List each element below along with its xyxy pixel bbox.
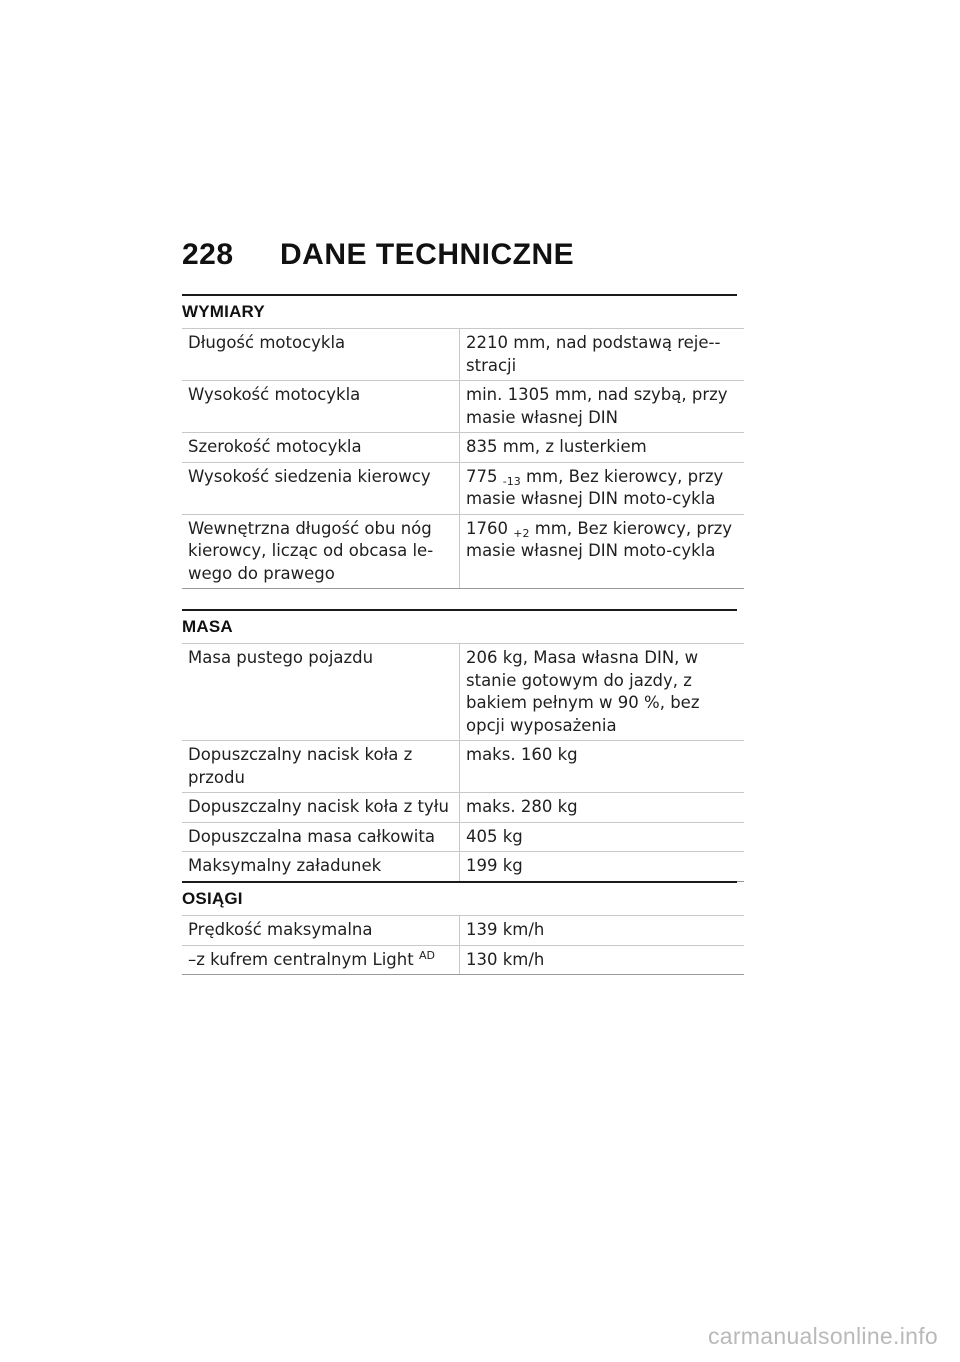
row-value: 139 km/h — [460, 916, 745, 946]
table-row — [182, 462, 744, 514]
table-row — [182, 945, 744, 975]
row-value: maks. 280 kg — [460, 793, 745, 823]
row-label: Wewnętrzna długość obu nóg kierowcy, licząc od obcasa le-wego do prawego — [182, 514, 460, 589]
table-row — [182, 916, 744, 946]
label-main: –z kufrem centralnym Light — [188, 949, 419, 969]
dimensions-table — [182, 328, 744, 589]
page-number: 228 — [182, 238, 234, 271]
section-title: WYMIARY — [182, 302, 265, 321]
section-wymiary — [182, 294, 737, 589]
row-label: Prędkość maksymalna — [182, 916, 460, 946]
row-value: 405 kg — [460, 822, 745, 852]
row-label: Dopuszczalny nacisk koła z przodu — [182, 741, 460, 793]
row-value: 835 mm, z lusterkiem — [460, 433, 745, 463]
value-rest: mm, Bez kierowcy, przy masie własnej DIN moto-cykla — [466, 466, 724, 508]
value-rest: mm, Bez kierowcy, przy masie własnej DIN moto-cykla — [466, 518, 733, 560]
table-row — [182, 822, 744, 852]
row-label: Wysokość siedzenia kierowcy — [182, 462, 460, 514]
watermark: carmanualsonline.info — [707, 1323, 938, 1349]
table-row — [182, 644, 744, 741]
row-label: Maksymalny załadunek — [182, 852, 460, 882]
weight-table — [182, 643, 744, 882]
row-value: min. 1305 mm, nad szybą, przy masie własnej DIN — [460, 381, 745, 433]
row-value — [460, 462, 745, 514]
row-label: Dopuszczalna masa całkowita — [182, 822, 460, 852]
table-row — [182, 514, 744, 589]
value-main: 1760 — [466, 518, 514, 538]
row-label — [182, 945, 460, 975]
section-osiagi — [182, 881, 737, 975]
row-label: Masa pustego pojazdu — [182, 644, 460, 741]
row-value: maks. 160 kg — [460, 741, 745, 793]
section-title: OSIĄGI — [182, 889, 243, 908]
table-row — [182, 793, 744, 823]
section-title: MASA — [182, 617, 233, 636]
section-masa — [182, 609, 737, 882]
row-value — [460, 514, 745, 589]
value-tolerance: +2 — [513, 526, 530, 540]
table-row — [182, 329, 744, 381]
row-value: 2210 mm, nad podstawą reje-stracji — [460, 329, 745, 381]
row-label: Wysokość motocykla — [182, 381, 460, 433]
table-row — [182, 741, 744, 793]
page-header — [182, 238, 742, 282]
value-tolerance: -13 — [502, 474, 521, 488]
table-row — [182, 852, 744, 882]
page-title: DANE TECHNICZNE — [280, 238, 575, 271]
row-label: Dopuszczalny nacisk koła z tyłu — [182, 793, 460, 823]
row-label: Szerokość motocykla — [182, 433, 460, 463]
performance-table — [182, 915, 744, 975]
option-code: AD — [418, 948, 435, 962]
row-value: 206 kg, Masa własna DIN, w stanie gotowym do jazdy, z bakiem pełnym w 90 %, bez opcji wyposażenia — [460, 644, 745, 741]
value-main: 775 — [466, 466, 503, 486]
table-row — [182, 381, 744, 433]
row-value: 130 km/h — [460, 945, 745, 975]
row-label: Długość motocykla — [182, 329, 460, 381]
row-value: 199 kg — [460, 852, 745, 882]
table-row — [182, 433, 744, 463]
